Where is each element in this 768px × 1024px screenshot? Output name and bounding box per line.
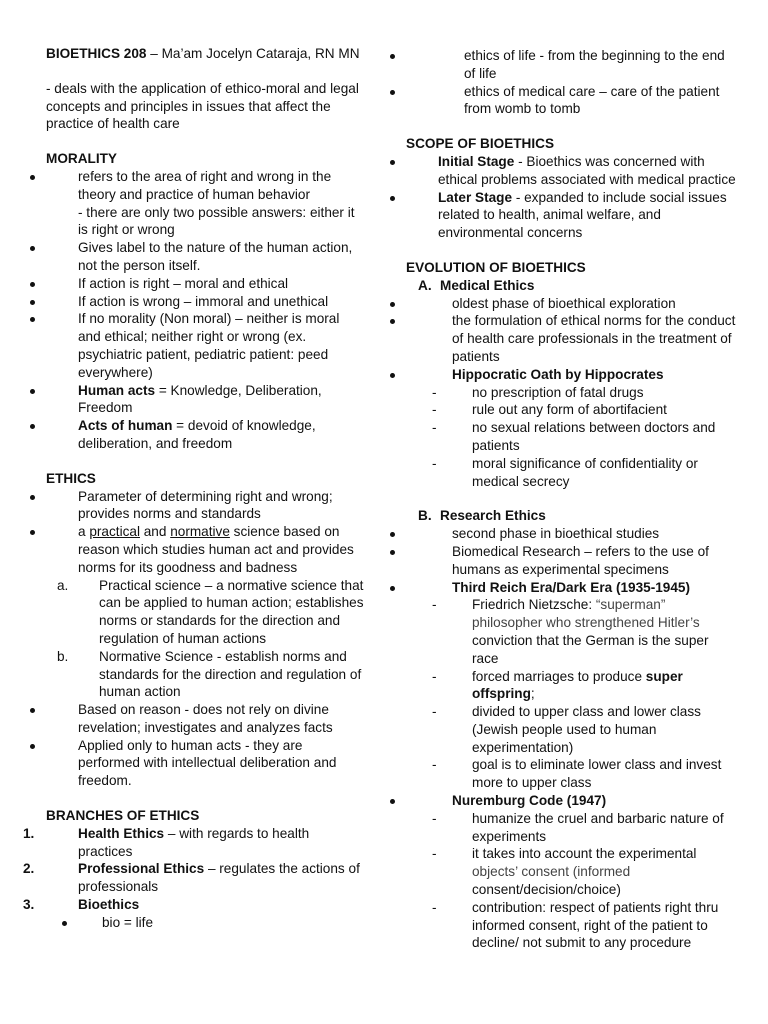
- document-title: BIOETHICS 208 – Ma’am Jocelyn Cataraja, RN MN: [46, 46, 360, 61]
- list-item: Hippocratic Oath by Hippocrates - no prescription of fatal drugs - rule out any form of abortifacient - no sexual relations between doctors and patients - moral significance of confidentiality or medical secrecy: [406, 366, 736, 491]
- list-item: 1. Health Ethics – with regards to health practices: [23, 825, 310, 859]
- list-item: - Friedrich Nietzsche: “superman” philosopher who strengthened Hitler’s conviction that the German is the super race: [432, 597, 709, 666]
- list-item: 3. Bioethics bio = life: [46, 896, 364, 932]
- bioethics-continued-list: [406, 47, 736, 118]
- list-item: Acts of human = devoid of knowledge, deliberation, and freedom: [46, 417, 364, 453]
- medical-ethics-list: [406, 295, 736, 491]
- scope-list: [406, 153, 736, 242]
- medical-ethics-heading: A. Medical Ethics: [418, 277, 535, 293]
- list-item: ethics of medical care – care of the patient from womb to tomb: [406, 83, 736, 119]
- list-item: Third Reich Era/Dark Era (1935-1945) - Friedrich Nietzsche: “superman” philosopher who strengthened Hitler’s conviction that the German is the super race - forced marriages to produce super offspring; - divided to upper class and lower class (Jewish people used to human experimentation) - goal is to eliminate lower class and invest more to upper class: [406, 579, 736, 793]
- list-item: - no sexual relations between doctors and patients: [432, 420, 716, 453]
- list-item: Applied only to human acts - they are performed with intellectual deliberation and freedom.: [46, 737, 364, 790]
- ethics-heading: ETHICS: [46, 470, 96, 486]
- branches-heading: BRANCHES OF ETHICS: [46, 808, 200, 824]
- list-item: Initial Stage - Bioethics was concerned with ethical problems associated with medical practice: [406, 153, 736, 189]
- left-column: [23, 45, 364, 932]
- list-item: Gives label to the nature of the human action, not the person itself.: [46, 239, 364, 275]
- branches-list: [23, 825, 364, 932]
- list-item: - divided to upper class and lower class (Jewish people used to human experimentation): [432, 704, 701, 755]
- ethics-list: [46, 488, 364, 791]
- list-item: If action is wrong – immoral and unethical: [46, 293, 364, 311]
- list-item: the formulation of ethical norms for the conduct of health care professionals in the treatment of patients: [406, 312, 736, 365]
- list-item: If no morality (Non moral) – neither is moral and ethical; neither right or wrong (ex. psychiatric patient, pediatric patient: peed everywhere): [46, 310, 364, 381]
- evolution-heading: EVOLUTION OF BIOETHICS: [406, 259, 586, 275]
- list-item: Based on reason - does not rely on divine revelation; investigates and analyzes facts: [46, 701, 364, 737]
- list-item: Human acts = Knowledge, Deliberation, Freedom: [46, 382, 364, 418]
- list-item: If action is right – moral and ethical: [46, 275, 364, 293]
- list-item: - humanize the cruel and barbaric nature of experiments: [432, 810, 724, 844]
- list-item: - forced marriages to produce super offspring;: [432, 668, 683, 702]
- list-item: Nuremburg Code (1947) - humanize the cruel and barbaric nature of experiments - it takes into account the experimental objects’ consent (informed consent/decision/choice) - contribution: respect of patients right thru informed consent, right of the patient to decline/ not submit to any procedure: [406, 792, 736, 952]
- list-item: bio = life: [78, 914, 364, 932]
- list-item: - goal is to eliminate lower class and invest more to upper class: [432, 757, 722, 791]
- list-item: - moral significance of confidentiality or medical secrecy: [432, 455, 698, 489]
- list-item: - rule out any form of abortifacient: [432, 402, 667, 418]
- list-item: Biomedical Research – refers to the use of humans as experimental specimens: [406, 543, 736, 579]
- research-ethics-list: [406, 525, 736, 952]
- right-column: [406, 47, 736, 952]
- intro-text: - deals with the application of ethico-moral and legal concepts and principles in issues that affect the practice of health care: [46, 80, 359, 132]
- list-item: a practical and normative science based on reason which studies human act and provides norms for its goodness and badness a. Practical science – a normative science that can be applied to human action; establishes norms or standards for the direction and regulation of human actions b. Normative Science - establish norms and standards for the direction and regulation of human action: [46, 523, 364, 701]
- list-item: Parameter of determining right and wrong; provides norms and standards: [46, 488, 364, 524]
- list-item: 2. Professional Ethics – regulates the actions of professionals: [23, 861, 360, 895]
- list-item: - no prescription of fatal drugs: [432, 384, 644, 400]
- morality-heading: MORALITY: [46, 151, 117, 167]
- research-ethics-heading: B. Research Ethics: [418, 508, 546, 524]
- list-item: refers to the area of right and wrong in the theory and practice of human behavior - there are only two possible answers: either it is right or wrong: [46, 168, 364, 239]
- list-item: - it takes into account the experimental objects’ consent (informed consent/decision/choice): [432, 846, 697, 898]
- list-item: - contribution: respect of patients right thru informed consent, right of the patient to decline/ not submit to any procedure: [432, 899, 719, 951]
- scope-heading: SCOPE OF BIOETHICS: [406, 136, 555, 152]
- morality-list: [46, 168, 364, 453]
- list-item: second phase in bioethical studies: [406, 525, 736, 543]
- list-item: Later Stage - expanded to include social issues related to health, animal welfare, and environmental concerns: [406, 189, 736, 242]
- ethics-sublist: [57, 577, 364, 702]
- list-item: a. Practical science – a normative science that can be applied to human action; establishes norms or standards for the direction and regulation of human actions: [57, 577, 364, 646]
- list-item: b. Normative Science - establish norms and standards for the direction and regulation of human action: [57, 648, 362, 700]
- list-item: ethics of life - from the beginning to the end of life: [406, 47, 736, 83]
- list-item: oldest phase of bioethical exploration: [406, 295, 736, 313]
